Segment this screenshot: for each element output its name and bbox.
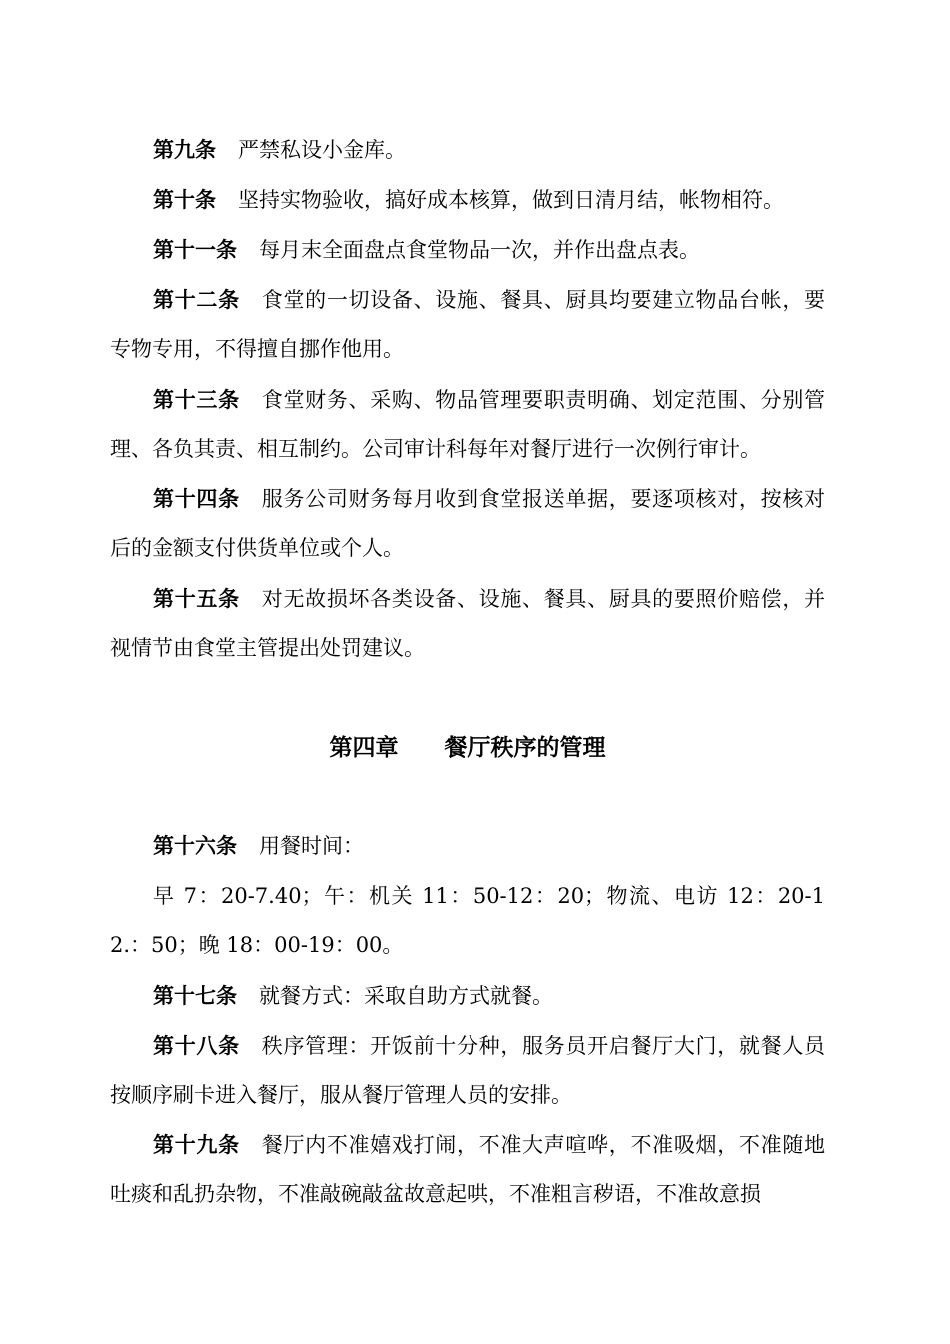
- article-label: 第十三条: [153, 388, 240, 412]
- article-19: [110, 1121, 825, 1219]
- article-label: 第十二条: [153, 288, 240, 312]
- article-label: 第十条: [153, 188, 216, 212]
- article-label: 第十八条: [153, 1034, 240, 1058]
- article-text: 就餐方式：采取自助方式就餐。: [259, 984, 553, 1008]
- article-16: [110, 822, 825, 871]
- article-text: 秩序管理：开饭前十分种，服务员开启餐厅大门，就餐人员按顺序刷卡进入餐厅，服从餐厅管理人员的安排。: [110, 1034, 826, 1107]
- chapter-title: 餐厅秩序的管理: [444, 735, 606, 761]
- chapter-heading: [110, 728, 825, 768]
- article-label: 第十九条: [153, 1133, 240, 1157]
- article-11: [110, 226, 825, 275]
- article-text: 餐厅内不准嬉戏打闹，不准大声喧哗，不准吸烟，不准随地吐痰和乱扔杂物，不准敲碗敲盆故意起哄，不准粗言秽语，不准故意损: [110, 1133, 826, 1206]
- article-13: [110, 376, 825, 474]
- meal-times: [110, 872, 825, 970]
- article-text: 用餐时间：: [259, 834, 364, 858]
- article-label: 第十七条: [153, 984, 237, 1008]
- article-label: 第十五条: [153, 587, 240, 611]
- article-15: [110, 575, 825, 673]
- article-text: 食堂的一切设备、设施、餐具、厨具均要建立物品台帐，要专物专用，不得擅自挪作他用。: [110, 288, 826, 361]
- article-text: 对无故损坏各类设备、设施、餐具、厨具的要照价赔偿，并视情节由食堂主管提出处罚建议。: [110, 587, 826, 660]
- article-14: [110, 475, 825, 573]
- article-text: 严禁私设小金库。: [238, 138, 406, 162]
- article-label: 第十六条: [153, 834, 237, 858]
- article-text: 服务公司财务每月收到食堂报送单据，要逐项核对，按核对后的金额支付供货单位或个人。: [110, 487, 826, 560]
- chapter-number: 第四章: [329, 735, 399, 761]
- article-label: 第十一条: [153, 238, 237, 262]
- meal-times-text: 早 7：20-7.40；午：机关 11：50-12：20；物流、电访 12：20-12.：50；晚 18：00-19：00。: [110, 884, 825, 957]
- article-label: 第九条: [153, 138, 216, 162]
- article-12: [110, 276, 825, 374]
- article-17: [110, 972, 825, 1021]
- article-9: [110, 126, 825, 175]
- article-text: 坚持实物验收，搞好成本核算，做到日清月结，帐物相符。: [238, 188, 784, 212]
- article-10: [110, 176, 825, 225]
- article-text: 食堂财务、采购、物品管理要职责明确、划定范围、分别管理、各负其责、相互制约。公司审计科每年对餐厅进行一次例行审计。: [110, 388, 826, 461]
- article-18: [110, 1022, 825, 1120]
- article-label: 第十四条: [153, 487, 240, 511]
- article-text: 每月末全面盘点食堂物品一次，并作出盘点表。: [259, 238, 700, 262]
